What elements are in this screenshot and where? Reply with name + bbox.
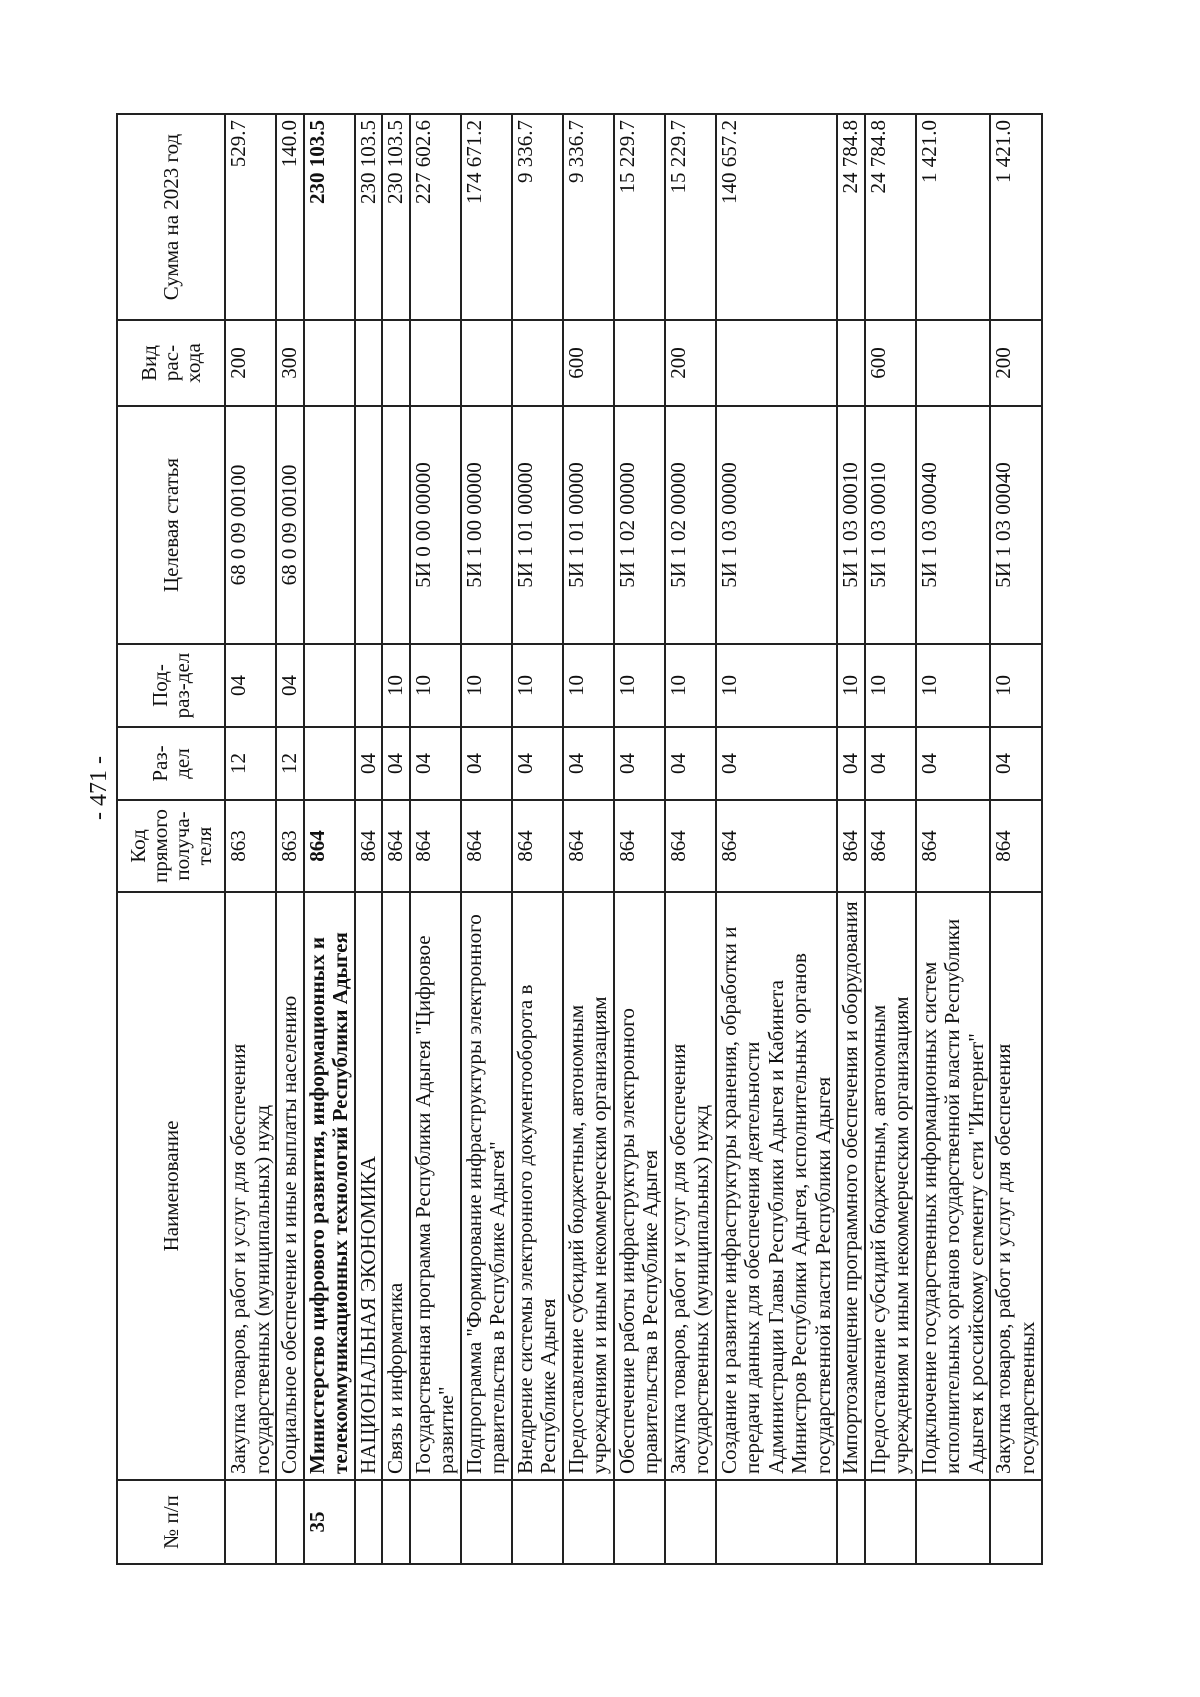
table-row xyxy=(382,114,410,1564)
row-name: Подключение государственных информационных систем исполнительных органов государственной власти Республики Адыгея к российскому сегменту сети "Интернет" xyxy=(916,892,991,1480)
row-section: 04 xyxy=(614,727,665,800)
row-amount: 15 229.7 xyxy=(665,114,716,320)
row-expense-type xyxy=(355,320,383,406)
table-row xyxy=(614,114,665,1564)
row-subsection: 10 xyxy=(837,644,865,727)
row-name: Закупка товаров, работ и услуг для обеспечения государственных (муниципальных) нужд xyxy=(225,892,276,1480)
row-target-article: 5И 1 02 00000 xyxy=(614,406,665,644)
header-num: № п/п xyxy=(117,1480,225,1564)
row-amount: 1 421.0 xyxy=(990,114,1041,320)
row-recipient-code: 864 xyxy=(410,800,461,892)
table-row xyxy=(563,114,614,1564)
header-article: Целевая статья xyxy=(117,406,225,644)
row-expense-type: 200 xyxy=(665,320,716,406)
row-subsection: 10 xyxy=(410,644,461,727)
row-name: Социальное обеспечение и иные выплаты населению xyxy=(276,892,304,1480)
row-recipient-code: 864 xyxy=(837,800,865,892)
row-number xyxy=(410,1480,461,1564)
row-expense-type xyxy=(837,320,865,406)
table-row xyxy=(865,114,916,1564)
row-number xyxy=(837,1480,865,1564)
row-expense-type xyxy=(614,320,665,406)
table-row xyxy=(276,114,304,1564)
row-number xyxy=(865,1480,916,1564)
row-name: Предоставление субсидий бюджетным, автономным учреждениям и иным некоммерческим организациям xyxy=(563,892,614,1480)
row-number xyxy=(276,1480,304,1564)
table-row xyxy=(837,114,865,1564)
row-name: Связь и информатика xyxy=(382,892,410,1480)
table-row xyxy=(225,114,276,1564)
row-target-article xyxy=(382,406,410,644)
row-number xyxy=(665,1480,716,1564)
row-subsection: 10 xyxy=(990,644,1041,727)
row-section xyxy=(304,727,355,800)
row-expense-type xyxy=(916,320,991,406)
row-section: 04 xyxy=(837,727,865,800)
row-name: Закупка товаров, работ и услуг для обеспечения государственных (муниципальных) нужд xyxy=(665,892,716,1480)
row-expense-type xyxy=(512,320,563,406)
row-recipient-code: 863 xyxy=(276,800,304,892)
row-amount: 230 103.5 xyxy=(355,114,383,320)
row-amount: 230 103.5 xyxy=(382,114,410,320)
row-section: 04 xyxy=(461,727,512,800)
row-name: НАЦИОНАЛЬНАЯ ЭКОНОМИКА xyxy=(355,892,383,1480)
table-row xyxy=(665,114,716,1564)
budget-table xyxy=(116,113,1043,1565)
row-expense-type xyxy=(461,320,512,406)
row-section: 04 xyxy=(382,727,410,800)
row-target-article: 5И 0 00 00000 xyxy=(410,406,461,644)
row-target-article: 68 0 09 00100 xyxy=(276,406,304,644)
page-number: - 471 - xyxy=(86,756,112,820)
row-expense-type: 300 xyxy=(276,320,304,406)
row-number xyxy=(716,1480,838,1564)
row-recipient-code: 864 xyxy=(461,800,512,892)
row-subsection: 04 xyxy=(276,644,304,727)
row-recipient-code: 864 xyxy=(614,800,665,892)
row-target-article: 5И 1 01 00000 xyxy=(563,406,614,644)
row-recipient-code: 864 xyxy=(665,800,716,892)
row-recipient-code: 864 xyxy=(563,800,614,892)
row-target-article: 5И 1 01 00000 xyxy=(512,406,563,644)
row-target-article: 5И 1 03 00000 xyxy=(716,406,838,644)
row-subsection: 10 xyxy=(563,644,614,727)
row-subsection: 10 xyxy=(716,644,838,727)
row-recipient-code: 864 xyxy=(716,800,838,892)
row-amount: 24 784.8 xyxy=(865,114,916,320)
row-recipient-code: 864 xyxy=(990,800,1041,892)
row-amount: 9 336.7 xyxy=(512,114,563,320)
row-expense-type: 600 xyxy=(865,320,916,406)
row-recipient-code: 864 xyxy=(512,800,563,892)
row-number xyxy=(461,1480,512,1564)
row-number xyxy=(355,1480,383,1564)
row-expense-type xyxy=(410,320,461,406)
row-section: 04 xyxy=(563,727,614,800)
row-subsection: 10 xyxy=(461,644,512,727)
header-expense-type: Вид рас-хода xyxy=(117,320,225,406)
header-section: Раз-дел xyxy=(117,727,225,800)
header-subsection: Под-раз-дел xyxy=(117,644,225,727)
table-body xyxy=(225,114,1042,1564)
row-number xyxy=(614,1480,665,1564)
row-expense-type xyxy=(382,320,410,406)
row-target-article: 68 0 09 00100 xyxy=(225,406,276,644)
table-row xyxy=(410,114,461,1564)
row-name: Предоставление субсидий бюджетным, автономным учреждениям и иным некоммерческим организациям xyxy=(865,892,916,1480)
row-number xyxy=(916,1480,991,1564)
row-section: 04 xyxy=(865,727,916,800)
row-recipient-code: 864 xyxy=(355,800,383,892)
row-target-article xyxy=(304,406,355,644)
row-subsection xyxy=(304,644,355,727)
row-subsection: 10 xyxy=(614,644,665,727)
row-recipient-code: 863 xyxy=(225,800,276,892)
row-name: Министерство цифрового развития, информационных и телекоммуникационных технологий Республики Адыгея xyxy=(304,892,355,1480)
row-expense-type: 200 xyxy=(990,320,1041,406)
row-target-article xyxy=(355,406,383,644)
row-subsection: 10 xyxy=(665,644,716,727)
table-row xyxy=(355,114,383,1564)
row-amount: 15 229.7 xyxy=(614,114,665,320)
row-subsection: 10 xyxy=(865,644,916,727)
row-amount: 174 671.2 xyxy=(461,114,512,320)
row-subsection: 10 xyxy=(916,644,991,727)
row-name: Импортозамещение программного обеспечения и оборудования xyxy=(837,892,865,1480)
rotated-table-container xyxy=(116,115,1056,1565)
row-section: 04 xyxy=(665,727,716,800)
row-target-article: 5И 1 03 00040 xyxy=(916,406,991,644)
row-number xyxy=(563,1480,614,1564)
row-amount: 140 657.2 xyxy=(716,114,838,320)
row-section: 12 xyxy=(276,727,304,800)
row-amount: 24 784.8 xyxy=(837,114,865,320)
row-amount: 9 336.7 xyxy=(563,114,614,320)
header-recipient: Код прямого получа-теля xyxy=(117,800,225,892)
row-target-article: 5И 1 02 00000 xyxy=(665,406,716,644)
row-section: 04 xyxy=(410,727,461,800)
row-expense-type xyxy=(304,320,355,406)
row-recipient-code: 864 xyxy=(382,800,410,892)
row-recipient-code: 864 xyxy=(916,800,991,892)
row-subsection: 04 xyxy=(225,644,276,727)
row-recipient-code: 864 xyxy=(304,800,355,892)
table-row xyxy=(512,114,563,1564)
row-amount: 230 103.5 xyxy=(304,114,355,320)
row-name: Государственная программа Республики Адыгея "Цифровое развитие" xyxy=(410,892,461,1480)
row-target-article: 5И 1 03 00010 xyxy=(837,406,865,644)
row-number xyxy=(382,1480,410,1564)
row-amount: 227 602.6 xyxy=(410,114,461,320)
row-number xyxy=(225,1480,276,1564)
table-row xyxy=(916,114,991,1564)
row-name: Внедрение системы электронного документооборота в Республике Адыгея xyxy=(512,892,563,1480)
row-amount: 140.0 xyxy=(276,114,304,320)
row-subsection: 10 xyxy=(512,644,563,727)
table-row xyxy=(990,114,1041,1564)
row-target-article: 5И 1 03 00010 xyxy=(865,406,916,644)
row-target-article: 5И 1 03 00040 xyxy=(990,406,1041,644)
row-amount: 529.7 xyxy=(225,114,276,320)
row-section: 04 xyxy=(355,727,383,800)
row-section: 04 xyxy=(716,727,838,800)
row-section: 04 xyxy=(512,727,563,800)
row-expense-type xyxy=(716,320,838,406)
table-row xyxy=(304,114,355,1564)
row-amount: 1 421.0 xyxy=(916,114,991,320)
row-target-article: 5И 1 00 00000 xyxy=(461,406,512,644)
row-number xyxy=(512,1480,563,1564)
row-subsection: 10 xyxy=(382,644,410,727)
row-number: 35 xyxy=(304,1480,355,1564)
table-row xyxy=(716,114,838,1564)
header-name: Наименование xyxy=(117,892,225,1480)
table-row xyxy=(461,114,512,1564)
row-number xyxy=(990,1480,1041,1564)
header-row xyxy=(117,114,225,1564)
row-expense-type: 600 xyxy=(563,320,614,406)
row-name: Создание и развитие инфраструктуры хранения, обработки и передачи данных для обеспечения деятельности Администрации Главы Республики Адыгея и Кабинета Министров Республики Адыгея, исполнительных органов государственной власти Республики Адыгея xyxy=(716,892,838,1480)
row-subsection xyxy=(355,644,383,727)
row-recipient-code: 864 xyxy=(865,800,916,892)
row-name: Подпрограмма "Формирование инфраструктуры электронного правительства в Республике Адыгея" xyxy=(461,892,512,1480)
row-section: 04 xyxy=(916,727,991,800)
row-expense-type: 200 xyxy=(225,320,276,406)
header-amount: Сумма на 2023 год xyxy=(117,114,225,320)
row-section: 12 xyxy=(225,727,276,800)
row-name: Закупка товаров, работ и услуг для обеспечения государственных xyxy=(990,892,1041,1480)
row-name: Обеспечение работы инфраструктуры электронного правительства в Республике Адыгея xyxy=(614,892,665,1480)
row-section: 04 xyxy=(990,727,1041,800)
